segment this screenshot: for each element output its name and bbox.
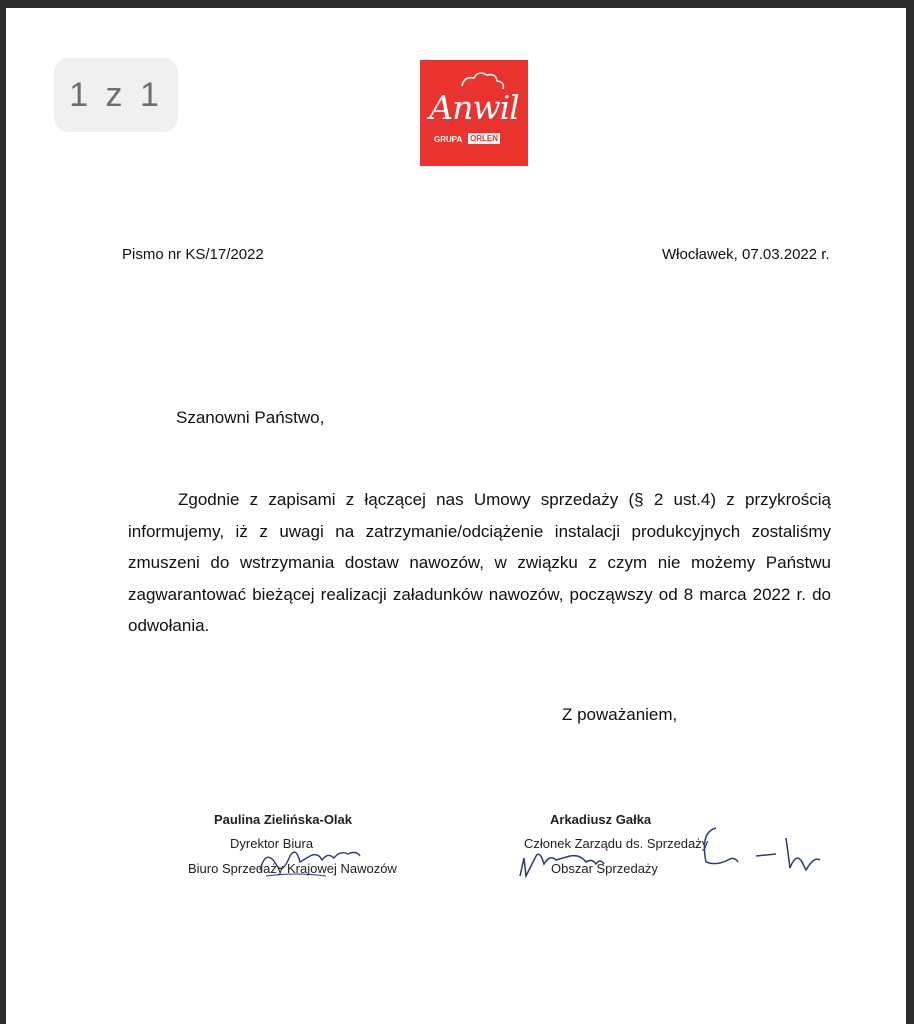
- signatory-1-name: Paulina Zielińska-Olak: [214, 812, 352, 827]
- document-page: [6, 8, 906, 1024]
- signature-1-scribble: [246, 836, 386, 886]
- signatory-1-title: Dyrektor Biura: [230, 836, 314, 851]
- page-indicator: 1 z 1: [54, 58, 178, 132]
- signatory-1-office: Biuro Sprzedaży Krajowej Nawozów: [188, 861, 397, 876]
- signatory-2-name: Arkadiusz Gałka: [550, 812, 652, 827]
- salutation: Szanowni Państwo,: [176, 408, 325, 427]
- signatory-2-area: Obszar Sprzedaży: [551, 861, 658, 876]
- signatory-2-title: Członek Zarządu ds. Sprzedaży: [524, 836, 709, 851]
- letter-body-text: Zgodnie z zapisami z łączącej nas Umowy sprzedaży (§ 2 ust.4) z przykrością informujemy, iż z uwagi na zatrzymanie/odciążenie instalacji produkcyjnych zostaliśmy zmuszeni do wstrzymania dostaw nawozów, w związku z czym nie możemy Państwu zagwarantować bieżącej realizacji załadunków nawozów, począwszy od 8 marca 2022 r. do odwołania.: [128, 490, 831, 635]
- closing: Z poważaniem,: [562, 705, 678, 724]
- letter-body: [128, 484, 831, 642]
- letter-place-date: Włocławek, 07.03.2022 r.: [662, 246, 830, 263]
- logo-grupa: GRUPA: [434, 135, 463, 144]
- anwil-logo: [420, 60, 528, 166]
- logo-brand: Anwil: [429, 88, 519, 127]
- letter-reference: Pismo nr KS/17/2022: [122, 246, 264, 263]
- logo-orlen: ORLEN: [470, 134, 498, 143]
- signature-2-scribble: [510, 818, 830, 888]
